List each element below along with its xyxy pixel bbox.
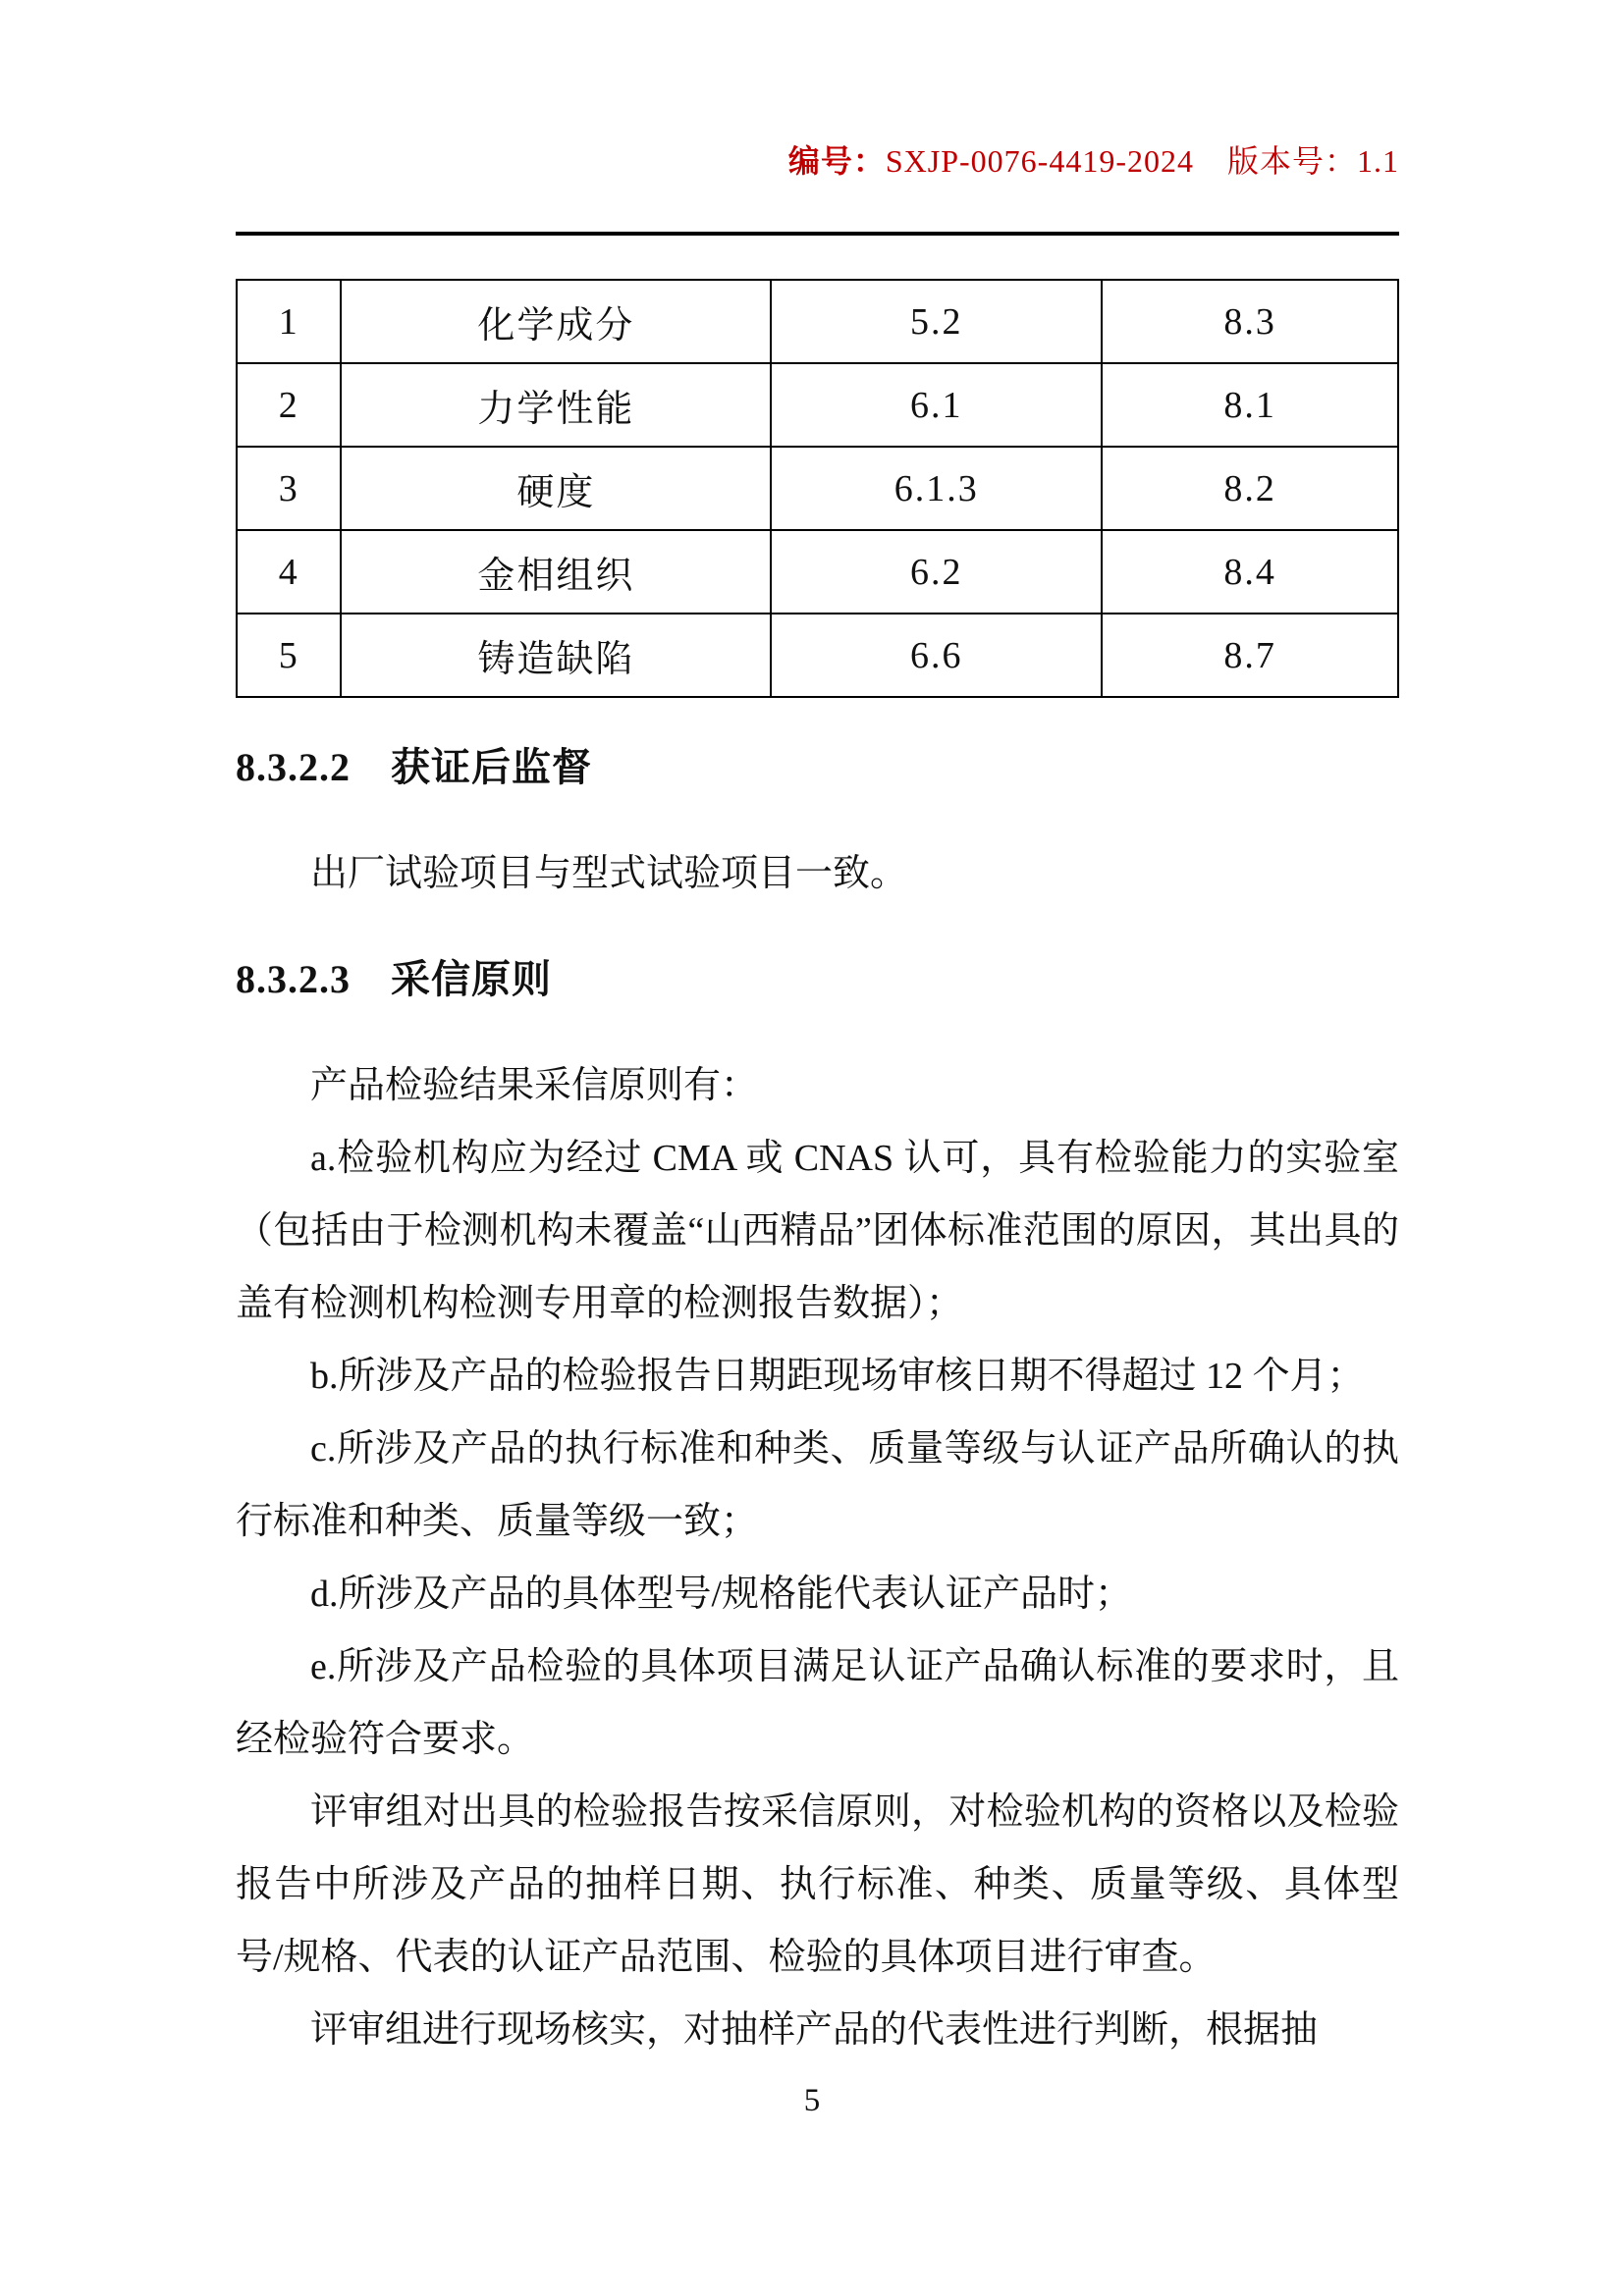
cell-standard-clause: 6.2 xyxy=(771,530,1102,614)
section-heading-acceptance-principles: 8.3.2.3 采信原则 xyxy=(236,957,552,1001)
table-row xyxy=(237,280,1398,363)
cell-item-name: 金相组织 xyxy=(341,530,771,614)
table-row xyxy=(237,363,1398,447)
page-content xyxy=(236,0,1399,2066)
paragraph-item-d: d.所涉及产品的具体型号/规格能代表认证产品时； xyxy=(310,1574,1133,1615)
table-row xyxy=(237,614,1398,697)
paragraph-item-c: c.所涉及产品的执行标准和种类、质量等级与认证产品所确认的执行标准和种类、质量等级一致； xyxy=(236,1428,1399,1542)
paragraph-item-a: a.检验机构应为经过 CMA 或 CNAS 认可，具有检验能力的实验室（包括由于检测机构未覆盖“山西精品”团体标准范围的原因，其出具的盖有检测机构检测专用章的检测报告数据）； xyxy=(236,1138,1399,1324)
cell-rule-clause: 8.2 xyxy=(1102,447,1398,530)
section-heading-post-certification-supervision: 8.3.2.2 获证后监督 xyxy=(236,745,592,789)
cell-row-number: 3 xyxy=(237,447,341,530)
page-number: 5 xyxy=(803,2083,821,2118)
cell-row-number: 5 xyxy=(237,614,341,697)
cell-item-name: 铸造缺陷 xyxy=(341,614,771,697)
version-value: 1.1 xyxy=(1357,143,1399,179)
paragraph-item-e: e.所涉及产品检验的具体项目满足认证产品确认标准的要求时，且经检验符合要求。 xyxy=(236,1646,1399,1760)
cell-rule-clause: 8.3 xyxy=(1102,280,1398,363)
cell-rule-clause: 8.1 xyxy=(1102,363,1398,447)
test-item-table xyxy=(236,279,1399,698)
table-row xyxy=(237,447,1398,530)
cell-item-name: 力学性能 xyxy=(341,363,771,447)
paragraph: 评审组进行现场核实，对抽样产品的代表性进行判断，根据抽 xyxy=(310,2009,1319,2051)
cell-standard-clause: 5.2 xyxy=(771,280,1102,363)
cell-standard-clause: 6.6 xyxy=(771,614,1102,697)
paragraph: 出厂试验项目与型式试验项目一致。 xyxy=(310,853,908,894)
cell-row-number: 1 xyxy=(237,280,341,363)
cell-standard-clause: 6.1 xyxy=(771,363,1102,447)
cell-item-name: 化学成分 xyxy=(341,280,771,363)
cell-standard-clause: 6.1.3 xyxy=(771,447,1102,530)
doc-header xyxy=(236,0,1399,236)
cell-item-name: 硬度 xyxy=(341,447,771,530)
version-label: 版本号： xyxy=(1226,143,1357,179)
table-row xyxy=(237,530,1398,614)
paragraph: 产品检验结果采信原则有： xyxy=(310,1065,759,1106)
cell-rule-clause: 8.4 xyxy=(1102,530,1398,614)
cell-rule-clause: 8.7 xyxy=(1102,614,1398,697)
paragraph: 评审组对出具的检验报告按采信原则，对检验机构的资格以及检验报告中所涉及产品的抽样日期、执行标准、种类、质量等级、具体型号/规格、代表的认证产品范围、检验的具体项目进行审查。 xyxy=(236,1791,1399,1978)
paragraph-item-b: b.所涉及产品的检验报告日期距现场审核日期不得超过 12 个月； xyxy=(310,1356,1365,1397)
doc-number-value: SXJP-0076-4419-2024 xyxy=(885,143,1194,179)
cell-row-number: 4 xyxy=(237,530,341,614)
cell-row-number: 2 xyxy=(237,363,341,447)
doc-number-label: 编号： xyxy=(787,143,886,179)
